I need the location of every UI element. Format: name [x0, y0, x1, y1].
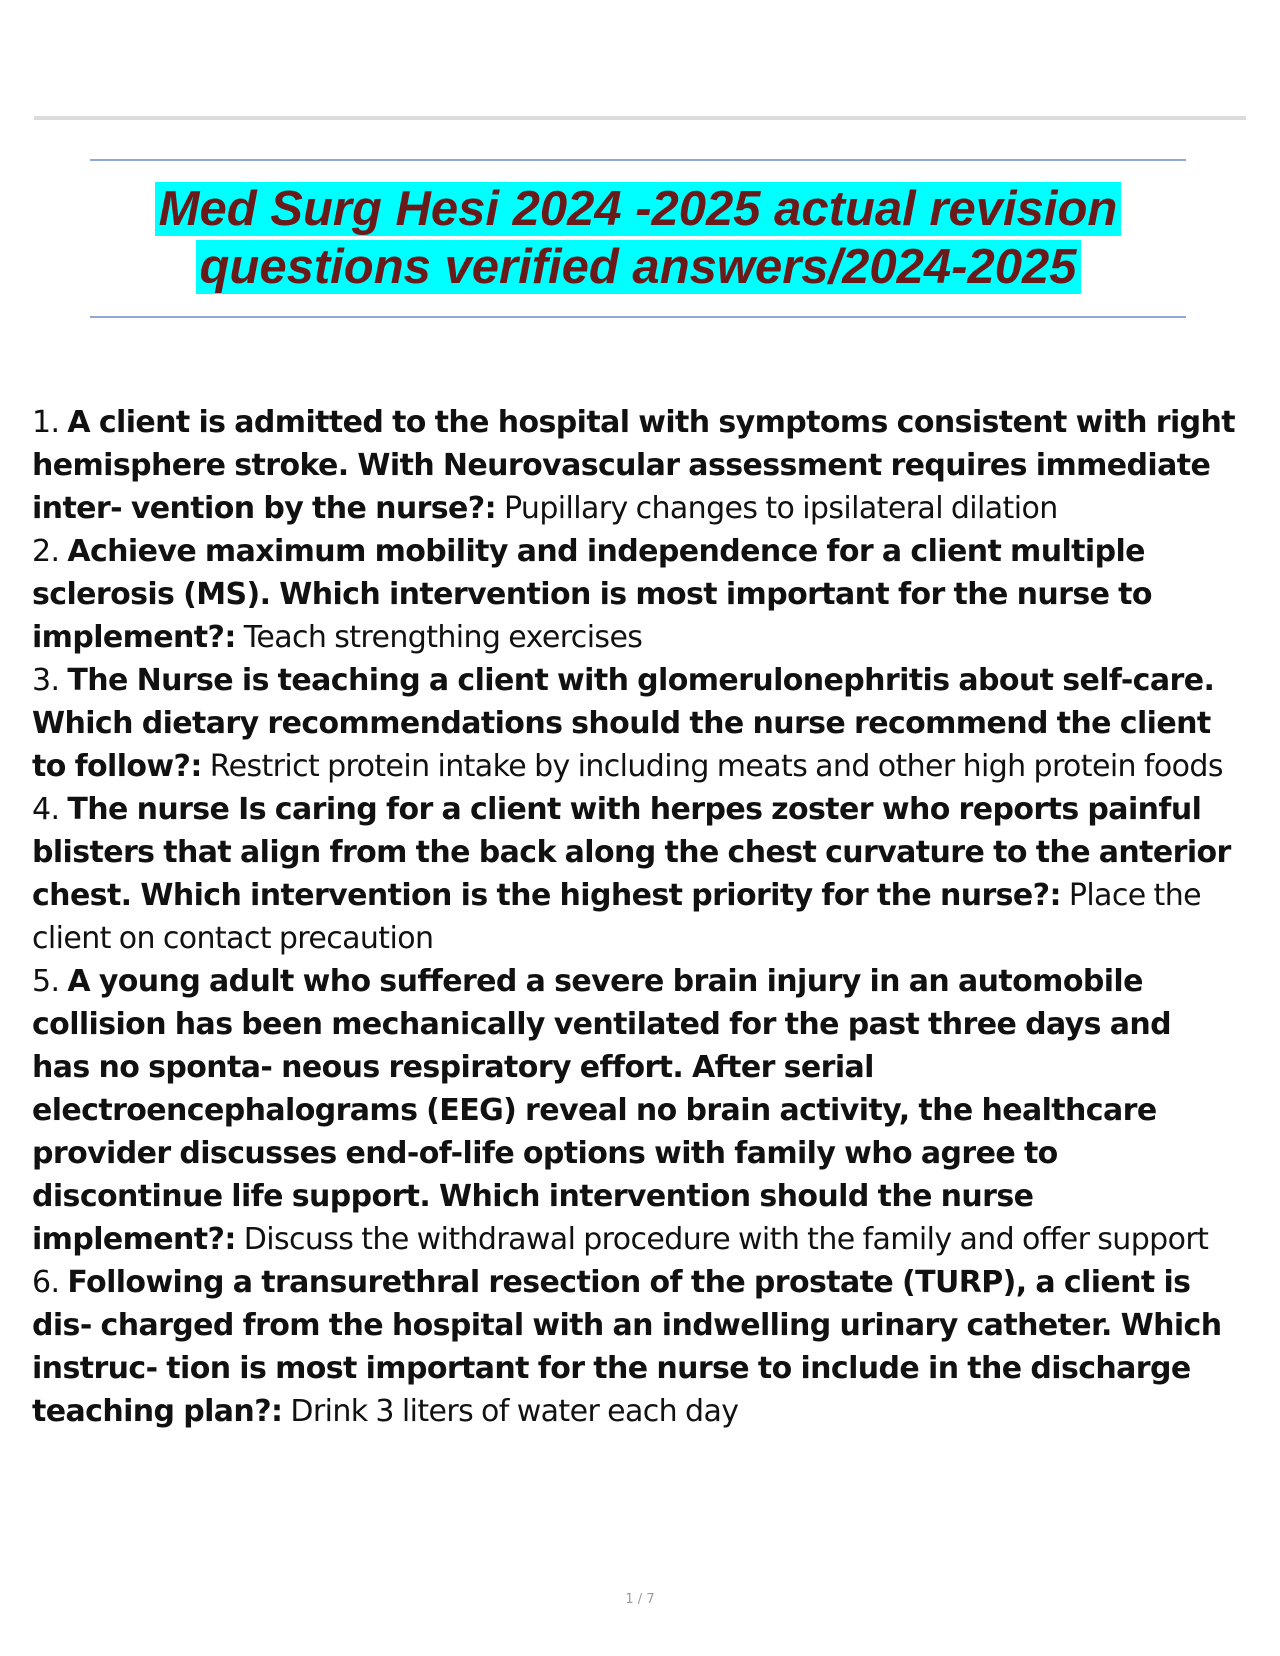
question-item-2: [32, 530, 1237, 659]
question-number: 1.: [32, 405, 60, 440]
question-text: The nurse Is caring for a client with herpes zoster who reports painful blisters that align from the back along the chest curvature to the anterior chest. Which intervention is the highest priority for the nurse?:: [32, 792, 1231, 913]
answer-text: Teach strengthing exercises: [243, 620, 643, 655]
question-item-1: [32, 401, 1237, 530]
title-line-2: questions verified answers/2024-2025: [196, 240, 1081, 294]
question-number: 4.: [32, 792, 60, 827]
title-bottom-rule: [90, 316, 1186, 318]
answer-text: Drink 3 liters of water each day: [290, 1394, 739, 1429]
title-top-rule: [90, 159, 1186, 161]
title-line-1: Med Surg Hesi 2024 -2025 actual revision: [155, 182, 1122, 236]
question-number: 2.: [32, 534, 60, 569]
question-item-6: [32, 1261, 1237, 1433]
document-title: [90, 180, 1186, 296]
page-indicator: 1 / 7: [625, 1592, 655, 1607]
question-text: The Nurse is teaching a client with glomerulonephritis about self-care. Which dietary recommendations should the nurse recommend the client to follow?:: [32, 663, 1215, 784]
question-text: A client is admitted to the hospital with symptoms consistent with right hemisphere stroke. With Neurovascular assessment requires immediate inter- vention by the nurse?:: [32, 405, 1236, 526]
question-number: 5.: [32, 964, 60, 999]
question-number: 3.: [32, 663, 60, 698]
question-list: [32, 401, 1237, 1433]
question-item-4: [32, 788, 1237, 960]
question-item-3: [32, 659, 1237, 788]
question-text: A young adult who suffered a severe brain injury in an automobile collision has been mechanically ventilated for the past three days and has no sponta- neous respiratory effort. After serial electroencephalograms (EEG) reveal no brain activity, the healthcare provider discusses end-of-life options with family who agree to discontinue life support. Which intervention should the nurse implement?:: [32, 964, 1172, 1257]
question-text: Achieve maximum mobility and independence for a client multiple sclerosis (MS). Which intervention is most important for the nurse to implement?:: [32, 534, 1152, 655]
answer-text: Restrict protein intake by including meats and other high protein foods: [209, 749, 1223, 784]
answer-text: Pupillary changes to ipsilateral dilation: [503, 491, 1058, 526]
answer-text: Place the client on contact precaution: [32, 878, 1201, 956]
question-text: Following a transurethral resection of the prostate (TURP), a client is dis- charged from the hospital with an indwelling urinary catheter. Which instruc- tion is most important for the nurse to include in the discharge teaching plan?:: [32, 1265, 1222, 1429]
page-top-divider: [34, 116, 1246, 120]
answer-text: Discuss the withdrawal procedure with the family and offer support: [243, 1222, 1209, 1257]
question-item-5: [32, 960, 1237, 1261]
question-number: 6.: [32, 1265, 60, 1300]
